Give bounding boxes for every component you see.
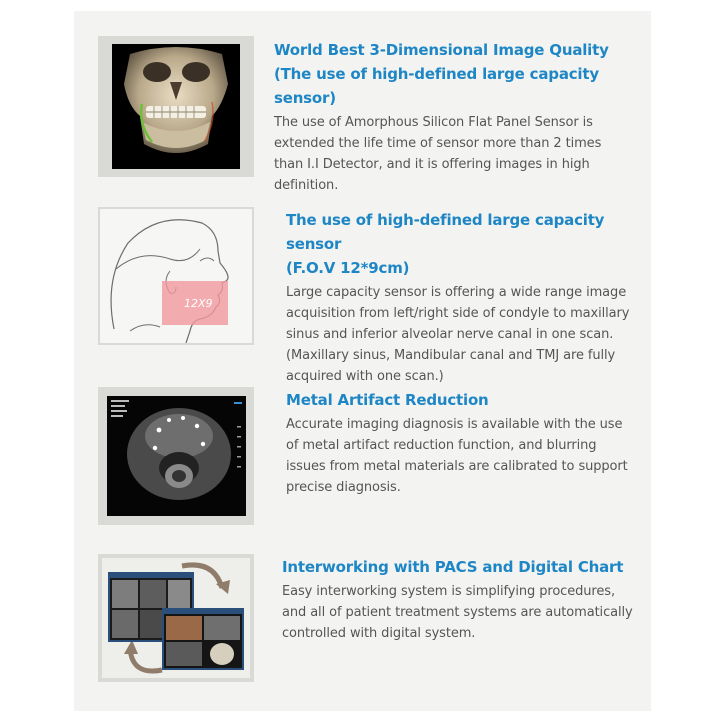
head-image-frame <box>98 207 254 345</box>
feature-3d-image-quality <box>274 38 634 196</box>
ct-image-frame <box>98 387 254 525</box>
feature-title: Interworking with PACS and Digital Chart <box>282 558 624 576</box>
feature-description: Accurate imaging diagnosis is available with the use of metal artifact reduction function, and blurring issues from metal materials are calibrated to support precise diagnosis. <box>286 417 628 495</box>
fov-label: 12X9 <box>184 297 213 310</box>
feature-subtitle: (F.O.V 12*9cm) <box>286 259 410 277</box>
feature-title: Metal Artifact Reduction <box>286 391 489 409</box>
feature-description: Easy interworking system is simplifying procedures, and all of patient treatment systems are automatically controlled with digital system. <box>282 584 633 641</box>
feature-description: Large capacity sensor is offering a wide range image acquisition from left/right side of condyle to maxillary sinus and inferior alveolar nerve canal in one scan. (Maxillary sinus, Mandibular canal and TMJ are fully acquired with one scan.) <box>286 285 630 384</box>
feature-title: World Best 3-Dimensional Image Quality <box>274 41 609 59</box>
pacs-image-frame <box>98 554 254 682</box>
feature-title: The use of high-defined large capacity sensor <box>286 211 605 253</box>
feature-description: The use of Amorphous Silicon Flat Panel Sensor is extended the life time of sensor more than 2 times than I.I Detector, and it is offering images in high definition. <box>274 115 602 193</box>
feature-metal-artifact-reduction <box>286 388 638 498</box>
feature-large-sensor <box>286 208 638 387</box>
feature-pacs-interworking <box>282 555 638 644</box>
3d-skull-image <box>112 44 240 169</box>
feature-subtitle: (The use of high-defined large capacity sensor) <box>274 65 599 107</box>
skull-image-frame <box>98 36 254 177</box>
ct-axial-slice-image <box>107 396 246 516</box>
head-profile-image <box>100 209 252 343</box>
pacs-windows-image <box>102 558 250 678</box>
